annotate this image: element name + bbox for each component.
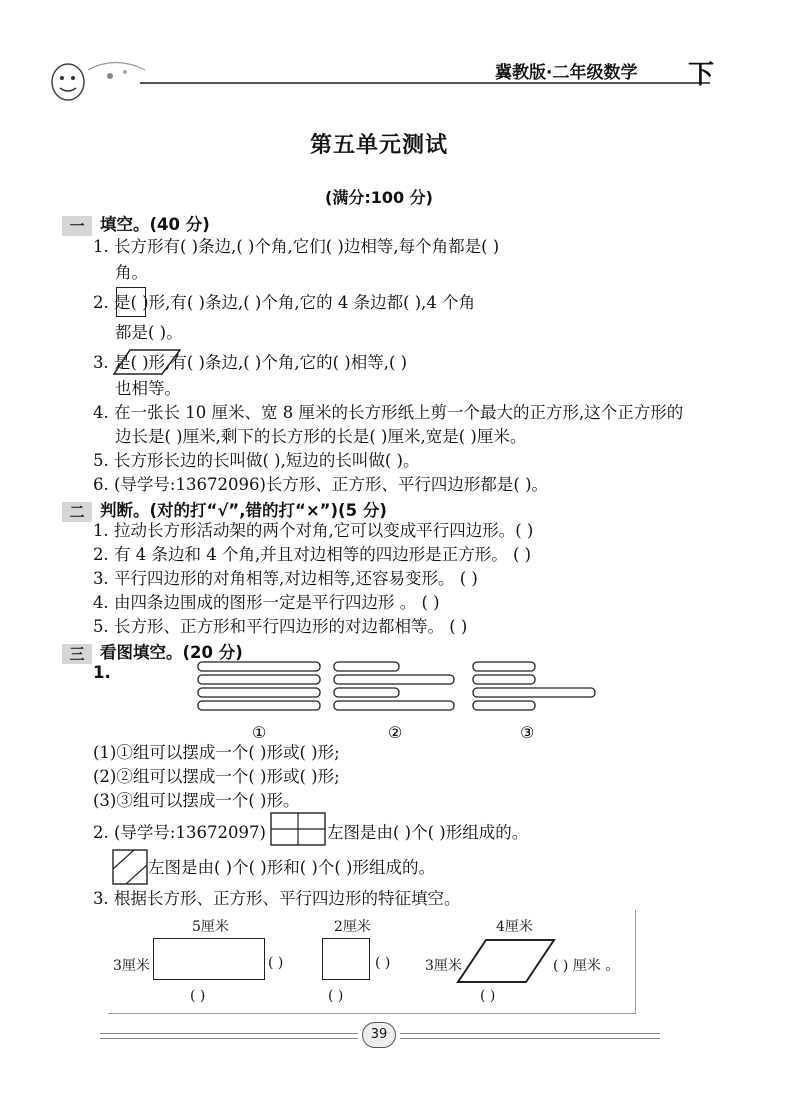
s2-item-4: 4. 由四条边围成的图形一定是平行四边形 。 ( ) [93, 593, 440, 612]
rect-right-label: ( ) [268, 955, 284, 971]
s1-q1-line1: 1. 长方形有( )条边,( )个角,它们( )边相等,每个角都是( ) [93, 237, 500, 256]
s3-q1-number: 1. [93, 663, 111, 682]
stick-group-1 [198, 662, 320, 710]
group-label-3: ③ [520, 723, 535, 742]
s3-q2-line1: 左图是由( )个( )形组成的。 [327, 823, 529, 842]
s1-q4-line1: 4. 在一张长 10 厘米、宽 8 厘米的长方形纸上剪一个最大的正方形,这个正方形的 [93, 403, 684, 422]
section2-heading [62, 497, 387, 522]
square-right-label: ( ) [375, 955, 391, 971]
stick-group-2 [334, 662, 454, 710]
page-number-badge [362, 1022, 396, 1048]
footer-rule-right [400, 1033, 660, 1039]
s1-q4-line2: 边长是( )厘米,剩下的长方形的长是( )厘米,宽是( )厘米。 [115, 427, 527, 446]
s1-q3-line2: 也相等。 [115, 379, 181, 398]
s2-item-2: 2. 有 4 条边和 4 个角,并且对边相等的四边形是正方形。 ( ) [93, 545, 532, 564]
s1-q1-line2: 角。 [115, 263, 148, 282]
stick-groups-figure [190, 654, 610, 746]
rect-top-label: 5厘米 [192, 919, 229, 935]
rect-left-label: 3厘米 [113, 958, 150, 974]
split-square-figure [112, 849, 148, 889]
header-volume: 下 [688, 60, 715, 90]
square-top-label: 2厘米 [334, 919, 371, 935]
s2-item-1: 1. 拉动长方形活动架的两个对角,它可以变成平行四边形。( ) [93, 521, 534, 540]
section2-number: 二 [62, 502, 92, 522]
s3-q2-line2: 左图是由( )个( )形和( )个( )形组成的。 [148, 858, 435, 877]
section3-title: 看图填空。(20 分) [100, 643, 243, 662]
para-top-label: 4厘米 [496, 919, 533, 935]
square-figure-2 [322, 938, 370, 980]
four-squares-figure [270, 812, 326, 850]
group-label-1: ① [252, 723, 267, 742]
s3-q3: 3. 根据长方形、正方形、平行四边形的特征填空。 [93, 889, 461, 908]
s3-q1-line3: (3)③组可以摆成一个( )形。 [93, 791, 300, 810]
section2-title: 判断。(对的打“√”,错的打“×”)(5 分) [100, 501, 387, 520]
s2-item-3: 3. 平行四边形的对角相等,对边相等,还容易变形。 ( ) [93, 569, 478, 588]
page-title: 第五单元测试 [310, 132, 449, 158]
page-number: 39 [370, 1027, 388, 1042]
s1-q5: 5. 长方形长边的长叫做( ),短边的长叫做( )。 [93, 451, 420, 470]
header-series: 冀教版·二年级数学 [495, 63, 638, 83]
section1-title: 填空。(40 分) [100, 215, 210, 234]
s2-item-5: 5. 长方形、正方形和平行四边形的对边都相等。 ( ) [93, 617, 468, 636]
para-left-label: 3厘米 [425, 958, 462, 974]
s1-q3-line1: 3. 是( )形,有( )条边,( )个角,它的( )相等,( ) [93, 353, 408, 372]
s1-q2-line2: 都是( )。 [115, 323, 183, 342]
group-label-2: ② [388, 723, 403, 742]
section3-number: 三 [62, 644, 92, 664]
full-score: (满分:100 分) [325, 188, 433, 207]
rectangle-figure [153, 938, 265, 980]
section1-heading [62, 211, 210, 236]
para-right-label: ( ) 厘米 。 [553, 958, 620, 974]
para-bottom-label: ( ) [480, 988, 496, 1004]
parallelogram-figure-2 [456, 938, 556, 988]
s1-q6: 6. (导学号:13672096)长方形、正方形、平行四边形都是( )。 [93, 475, 549, 494]
s3-q2-prefix: 2. (导学号:13672097) [93, 823, 266, 842]
rect-bottom-label: ( ) [190, 988, 206, 1004]
s1-q2-line1: 2. 是( )形,有( )条边,( )个角,它的 4 条边都( ),4 个角 [93, 293, 476, 312]
square-figure [116, 287, 146, 317]
s3-q1-line1: (1)①组可以摆成一个( )形或( )形; [93, 743, 340, 762]
stick-group-3 [473, 662, 595, 710]
header-mascot-logo [40, 50, 150, 110]
s3-q1-line2: (2)②组可以摆成一个( )形或( )形; [93, 767, 340, 786]
section1-number: 一 [62, 216, 92, 236]
square-bottom-label: ( ) [328, 988, 344, 1004]
footer-rule-left [100, 1033, 358, 1039]
parallelogram-figure [112, 348, 182, 380]
